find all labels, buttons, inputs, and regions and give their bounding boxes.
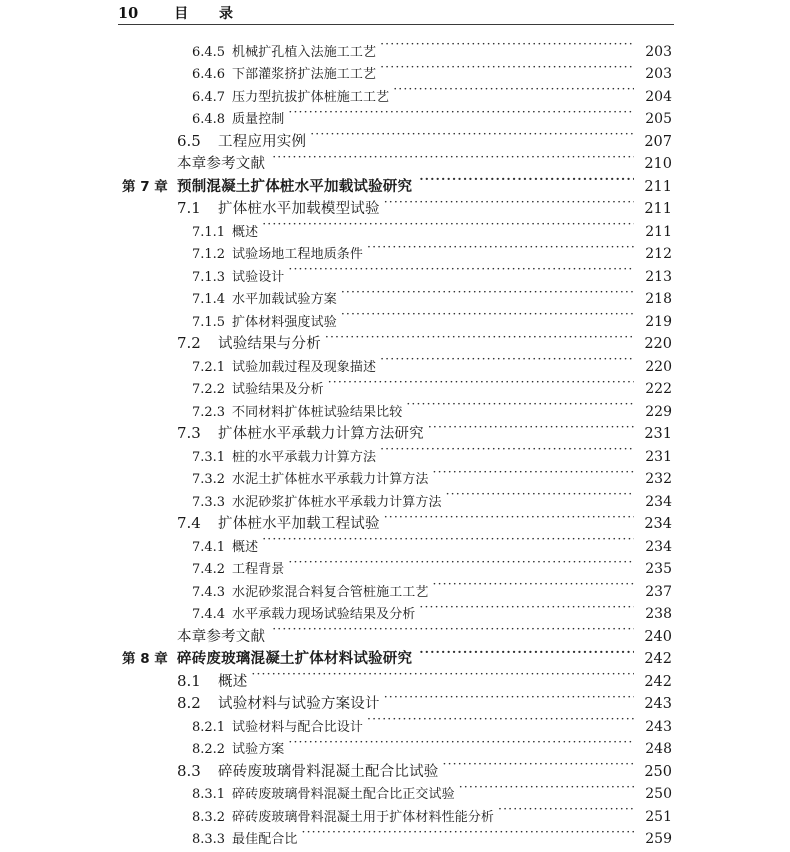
toc-entry-title: 概述 bbox=[232, 224, 259, 240]
toc-leader-dots bbox=[419, 641, 634, 664]
toc-leader-dots bbox=[288, 258, 634, 281]
toc-entry-title: 本章参考文献 bbox=[177, 156, 266, 172]
toc-entry-title: 碎砖废玻璃骨料混凝土配合比正交试验 bbox=[232, 787, 455, 802]
toc-entry-title: 水平承载力现场试验结果及分析 bbox=[232, 607, 416, 622]
toc-leader-dots bbox=[325, 326, 634, 349]
toc-entry-page-number: 242 bbox=[644, 651, 672, 667]
toc-entry[interactable] bbox=[0, 191, 790, 217]
toc-leader-dots bbox=[367, 708, 634, 731]
toc-entry-page-number: 240 bbox=[644, 628, 672, 645]
toc-entry[interactable] bbox=[0, 101, 790, 127]
toc-entry-number: 7.1.1 bbox=[192, 224, 226, 240]
toc-entry-title: 水泥土扩体桩水平承载力计算方法 bbox=[232, 472, 429, 487]
toc-entry-title: 试验方案 bbox=[232, 742, 285, 757]
toc-entry[interactable] bbox=[0, 663, 790, 690]
toc-entry-title: 碎砖废玻璃骨料混凝土配合比试验 bbox=[218, 763, 439, 780]
toc-entry-page-number: 205 bbox=[645, 111, 672, 127]
toc-entry-number: 第 8 章 bbox=[122, 651, 168, 667]
toc-leader-dots bbox=[328, 371, 634, 394]
header-divider-rule bbox=[118, 24, 674, 25]
toc-entry-page-number: 211 bbox=[644, 178, 672, 195]
toc-leader-dots bbox=[443, 753, 635, 776]
toc-entry[interactable] bbox=[0, 573, 790, 600]
toc-entry-number: 8.1 bbox=[177, 671, 201, 690]
toc-entry[interactable] bbox=[0, 686, 790, 712]
toc-entry-title: 试验场地工程地质条件 bbox=[232, 247, 364, 262]
toc-entry[interactable] bbox=[0, 506, 790, 532]
toc-leader-dots bbox=[272, 618, 634, 641]
toc-entry-title: 试验结果及分析 bbox=[232, 382, 324, 397]
toc-entry-title: 水泥砂浆混合料复合管桩施工工艺 bbox=[232, 584, 429, 600]
toc-entry[interactable] bbox=[0, 78, 790, 105]
toc-entry-number: 6.4.8 bbox=[192, 112, 226, 127]
toc-entry-title: 工程应用实例 bbox=[218, 133, 307, 150]
toc-entry-page-number: 211 bbox=[645, 223, 672, 240]
toc-entry-number: 7.1.4 bbox=[192, 292, 226, 307]
toc-entry-number: 7.3.3 bbox=[192, 494, 226, 510]
toc-entry-number: 7.4.3 bbox=[192, 584, 226, 600]
toc-entry-title: 不同材料扩体桩试验结果比较 bbox=[232, 404, 403, 420]
page-folio-number: 10 bbox=[118, 4, 139, 22]
toc-entry-page-number: 234 bbox=[645, 538, 672, 555]
toc-entry-page-number: 242 bbox=[644, 673, 672, 690]
toc-entry-title: 最佳配合比 bbox=[232, 832, 298, 847]
toc-entry-title: 扩体桩水平承载力计算方法研究 bbox=[218, 426, 424, 442]
toc-entry-number: 6.4.6 bbox=[192, 67, 226, 82]
toc-entry[interactable] bbox=[0, 281, 790, 307]
toc-entry-number: 7.2 bbox=[177, 334, 201, 352]
toc-entry[interactable] bbox=[0, 416, 790, 442]
toc-list bbox=[0, 33, 790, 847]
toc-entry-title: 水泥砂浆扩体桩水平承载力计算方法 bbox=[232, 494, 442, 510]
toc-entry-page-number: 213 bbox=[645, 268, 672, 285]
toc-entry-number: 7.1 bbox=[177, 199, 201, 217]
toc-entry-number: 7.4.1 bbox=[192, 539, 226, 555]
toc-leader-dots bbox=[367, 236, 634, 259]
toc-entry[interactable] bbox=[0, 483, 790, 510]
toc-entry-page-number: 220 bbox=[645, 358, 672, 375]
toc-leader-dots bbox=[302, 821, 634, 844]
toc-entry-page-number: 203 bbox=[645, 66, 672, 82]
toc-entry-number: 8.3.2 bbox=[192, 809, 226, 825]
toc-entry-title: 下部灌浆挤扩法施工工艺 bbox=[232, 67, 377, 82]
toc-entry[interactable] bbox=[0, 596, 790, 622]
toc-entry-page-number: 229 bbox=[645, 403, 672, 420]
toc-entry-number: 7.2.1 bbox=[192, 359, 226, 375]
toc-entry-page-number: 219 bbox=[645, 313, 672, 330]
toc-leader-dots bbox=[251, 663, 634, 686]
toc-entry[interactable] bbox=[0, 326, 790, 352]
toc-entry-title: 试验加载过程及现象描述 bbox=[232, 359, 377, 375]
toc-leader-dots bbox=[419, 596, 634, 619]
toc-entry-page-number: 222 bbox=[645, 381, 672, 397]
toc-entry-number: 8.2.1 bbox=[192, 719, 226, 735]
toc-entry[interactable] bbox=[0, 708, 790, 735]
toc-entry[interactable] bbox=[0, 393, 790, 420]
toc-entry-number: 7.2.3 bbox=[192, 404, 226, 420]
toc-entry[interactable] bbox=[0, 821, 790, 847]
toc-entry[interactable] bbox=[0, 798, 790, 825]
toc-entry-number: 8.3 bbox=[177, 761, 201, 780]
toc-entry-page-number: 204 bbox=[645, 88, 672, 105]
toc-entry-number: 6.4.5 bbox=[192, 44, 226, 60]
toc-leader-dots bbox=[498, 798, 634, 821]
running-head bbox=[118, 2, 674, 24]
toc-entry[interactable] bbox=[0, 731, 790, 757]
toc-entry-title: 概述 bbox=[232, 539, 259, 555]
toc-leader-dots bbox=[310, 123, 634, 146]
toc-entry[interactable] bbox=[0, 258, 790, 285]
toc-entry-title: 压力型抗拔扩体桩施工工艺 bbox=[232, 89, 390, 105]
toc-entry[interactable] bbox=[0, 213, 790, 240]
toc-entry-title: 预制混凝土扩体桩水平加载试验研究 bbox=[177, 178, 413, 195]
toc-entry-number: 7.4.4 bbox=[192, 607, 226, 622]
toc-entry-title: 工程背景 bbox=[232, 562, 285, 577]
toc-leader-dots bbox=[380, 56, 634, 79]
toc-entry-page-number: 234 bbox=[644, 516, 672, 532]
toc-entry[interactable] bbox=[0, 776, 790, 802]
toc-entry-number: 7.1.5 bbox=[192, 314, 226, 330]
toc-entry[interactable] bbox=[0, 236, 790, 262]
toc-entry-page-number: 238 bbox=[645, 606, 672, 622]
toc-leader-dots bbox=[384, 686, 634, 709]
toc-leader-dots bbox=[288, 731, 634, 754]
toc-entry-number: 7.4 bbox=[177, 514, 201, 532]
toc-leader-dots bbox=[380, 438, 634, 461]
toc-entry-page-number: 235 bbox=[645, 561, 672, 577]
toc-entry[interactable] bbox=[0, 753, 790, 780]
toc-leader-dots bbox=[262, 213, 634, 236]
toc-entry-number: 第 7 章 bbox=[122, 178, 168, 195]
toc-entry-page-number: 237 bbox=[645, 583, 672, 600]
toc-leader-dots bbox=[433, 461, 634, 484]
toc-entry-page-number: 212 bbox=[645, 246, 672, 262]
toc-entry-page-number: 243 bbox=[644, 696, 672, 712]
toc-entry[interactable] bbox=[0, 461, 790, 487]
toc-entry-page-number: 259 bbox=[645, 831, 672, 847]
toc-entry-title: 扩体材料强度试验 bbox=[232, 314, 337, 330]
toc-entry-title: 质量控制 bbox=[232, 112, 285, 127]
toc-entry-number: 8.2.2 bbox=[192, 742, 226, 757]
toc-entry-title: 试验材料与试验方案设计 bbox=[218, 696, 380, 712]
toc-leader-dots bbox=[384, 191, 634, 214]
toc-entry-title: 扩体桩水平加载工程试验 bbox=[218, 516, 380, 532]
toc-entry[interactable] bbox=[0, 303, 790, 330]
toc-entry[interactable] bbox=[0, 641, 790, 667]
toc-entry-number: 7.1.2 bbox=[192, 247, 226, 262]
toc-entry-number: 7.3.1 bbox=[192, 449, 226, 465]
toc-entry[interactable] bbox=[0, 146, 790, 172]
toc-entry-title: 试验结果与分析 bbox=[218, 336, 321, 352]
toc-entry-title: 桩的水平承载力计算方法 bbox=[232, 449, 377, 465]
toc-entry-title: 试验材料与配合比设计 bbox=[232, 719, 364, 735]
toc-entry[interactable] bbox=[0, 551, 790, 577]
toc-entry-number: 6.4.7 bbox=[192, 89, 226, 105]
toc-entry-page-number: 243 bbox=[645, 718, 672, 735]
toc-entry[interactable] bbox=[0, 168, 790, 195]
toc-entry-title: 碎砖废玻璃混凝土扩体材料试验研究 bbox=[177, 651, 413, 667]
toc-leader-dots bbox=[341, 303, 634, 326]
toc-entry-number: 7.2.2 bbox=[192, 382, 226, 397]
toc-entry-title: 水平加载试验方案 bbox=[232, 292, 337, 307]
toc-entry[interactable] bbox=[0, 348, 790, 375]
toc-leader-dots bbox=[428, 416, 634, 439]
toc-entry-number: 7.3.2 bbox=[192, 472, 226, 487]
running-head-title: 目 录 bbox=[174, 6, 247, 22]
toc-entry-page-number: 248 bbox=[645, 741, 672, 757]
toc-entry-number: 7.4.2 bbox=[192, 562, 226, 577]
toc-leader-dots bbox=[262, 528, 634, 551]
toc-leader-dots bbox=[341, 281, 634, 304]
toc-entry-page-number: 203 bbox=[645, 43, 672, 60]
toc-entry[interactable] bbox=[0, 56, 790, 82]
toc-entry-page-number: 250 bbox=[644, 763, 672, 780]
toc-leader-dots bbox=[380, 348, 634, 371]
toc-entry-page-number: 231 bbox=[645, 448, 672, 465]
toc-leader-dots bbox=[288, 101, 634, 124]
toc-leader-dots bbox=[419, 168, 634, 191]
toc-entry-page-number: 251 bbox=[645, 808, 672, 825]
toc-entry-title: 碎砖废玻璃骨料混凝土用于扩体材料性能分析 bbox=[232, 809, 495, 825]
toc-entry-title: 机械扩孔植入法施工工艺 bbox=[232, 44, 377, 60]
toc-entry-number: 8.3.3 bbox=[192, 832, 226, 847]
toc-entry-title: 本章参考文献 bbox=[177, 628, 266, 645]
toc-entry[interactable] bbox=[0, 618, 790, 645]
toc-leader-dots bbox=[446, 483, 634, 506]
toc-entry[interactable] bbox=[0, 528, 790, 555]
toc-entry-title: 扩体桩水平加载模型试验 bbox=[218, 201, 380, 217]
toc-entry-number: 8.2 bbox=[177, 694, 201, 712]
toc-entry-page-number: 220 bbox=[644, 336, 672, 352]
toc-entry-page-number: 232 bbox=[645, 471, 672, 487]
toc-entry[interactable] bbox=[0, 438, 790, 465]
toc-entry-title: 试验设计 bbox=[232, 269, 285, 285]
toc-entry[interactable] bbox=[0, 123, 790, 150]
toc-entry-number: 7.3 bbox=[177, 424, 201, 442]
toc-entry-number: 8.3.1 bbox=[192, 787, 226, 802]
toc-entry-page-number: 211 bbox=[644, 201, 672, 217]
toc-entry[interactable] bbox=[0, 33, 790, 60]
toc-entry-page-number: 207 bbox=[644, 133, 672, 150]
toc-leader-dots bbox=[406, 393, 634, 416]
toc-entry-page-number: 234 bbox=[645, 493, 672, 510]
toc-entry[interactable] bbox=[0, 371, 790, 397]
toc-leader-dots bbox=[288, 551, 634, 574]
toc-entry-number: 6.5 bbox=[177, 131, 201, 150]
toc-entry-title: 概述 bbox=[218, 673, 248, 690]
toc-entry-page-number: 210 bbox=[644, 156, 672, 172]
toc-entry-number: 7.1.3 bbox=[192, 269, 226, 285]
toc-entry-page-number: 231 bbox=[644, 426, 672, 442]
toc-leader-dots bbox=[393, 78, 634, 101]
toc-entry-page-number: 250 bbox=[645, 786, 672, 802]
toc-leader-dots bbox=[459, 776, 634, 799]
toc-leader-dots bbox=[384, 506, 634, 529]
toc-leader-dots bbox=[433, 573, 634, 596]
toc-leader-dots bbox=[380, 33, 634, 56]
toc-leader-dots bbox=[272, 146, 634, 169]
toc-entry-page-number: 218 bbox=[645, 291, 672, 307]
